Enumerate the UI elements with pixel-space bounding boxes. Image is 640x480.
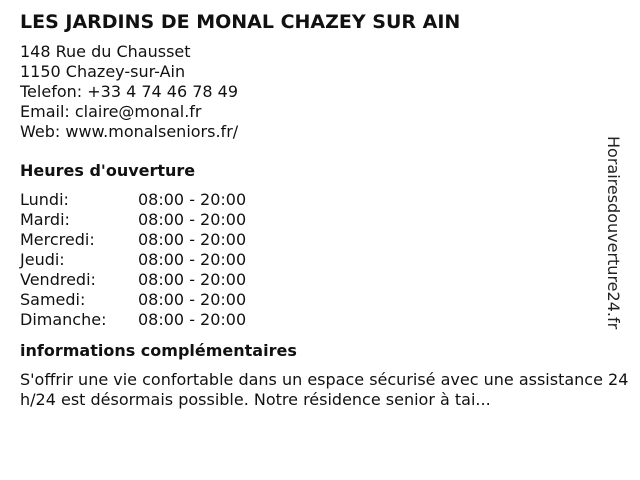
hours-row-sunday xyxy=(20,310,246,330)
time-range: 08:00 - 20:00 xyxy=(138,190,247,209)
phone-line: Telefon: +33 4 74 46 78 49 xyxy=(20,82,239,101)
hours-row-tuesday xyxy=(20,210,246,230)
business-name: LES JARDINS DE MONAL CHAZEY SUR AIN xyxy=(20,11,461,33)
hours-row-wednesday xyxy=(20,230,246,250)
time-range: 08:00 - 20:00 xyxy=(138,310,247,329)
hours-row-thursday xyxy=(20,250,246,270)
info-description: S'offrir une vie confortable dans un espace sécurisé avec une assistance 24 h/24 est désormais possible. Notre résidence senior à tai... xyxy=(20,370,629,409)
time-range: 08:00 - 20:00 xyxy=(138,250,247,269)
hours-table xyxy=(20,190,246,330)
day-label: Jeudi: xyxy=(20,250,65,269)
site-watermark: Horairesdouverture24.fr xyxy=(604,136,623,330)
hours-row-friday xyxy=(20,270,246,290)
time-range: 08:00 - 20:00 xyxy=(138,270,247,289)
time-range: 08:00 - 20:00 xyxy=(138,290,247,309)
email-line: Email: claire@monal.fr xyxy=(20,102,202,121)
address-city: 1150 Chazey-sur-Ain xyxy=(20,62,186,81)
business-card xyxy=(20,8,629,410)
contact-block xyxy=(20,42,620,142)
day-label: Lundi: xyxy=(20,190,69,209)
time-range: 08:00 - 20:00 xyxy=(138,230,247,249)
hours-row-saturday xyxy=(20,290,246,310)
day-label: Dimanche: xyxy=(20,310,107,329)
day-label: Vendredi: xyxy=(20,270,96,289)
day-label: Mardi: xyxy=(20,210,70,229)
info-heading: informations complémentaires xyxy=(20,341,297,360)
day-label: Samedi: xyxy=(20,290,86,309)
day-label: Mercredi: xyxy=(20,230,95,249)
address-street: 148 Rue du Chausset xyxy=(20,42,191,61)
time-range: 08:00 - 20:00 xyxy=(138,210,247,229)
hours-row-monday xyxy=(20,190,246,210)
hours-heading: Heures d'ouverture xyxy=(20,161,196,180)
web-line: Web: www.monalseniors.fr/ xyxy=(20,122,239,141)
